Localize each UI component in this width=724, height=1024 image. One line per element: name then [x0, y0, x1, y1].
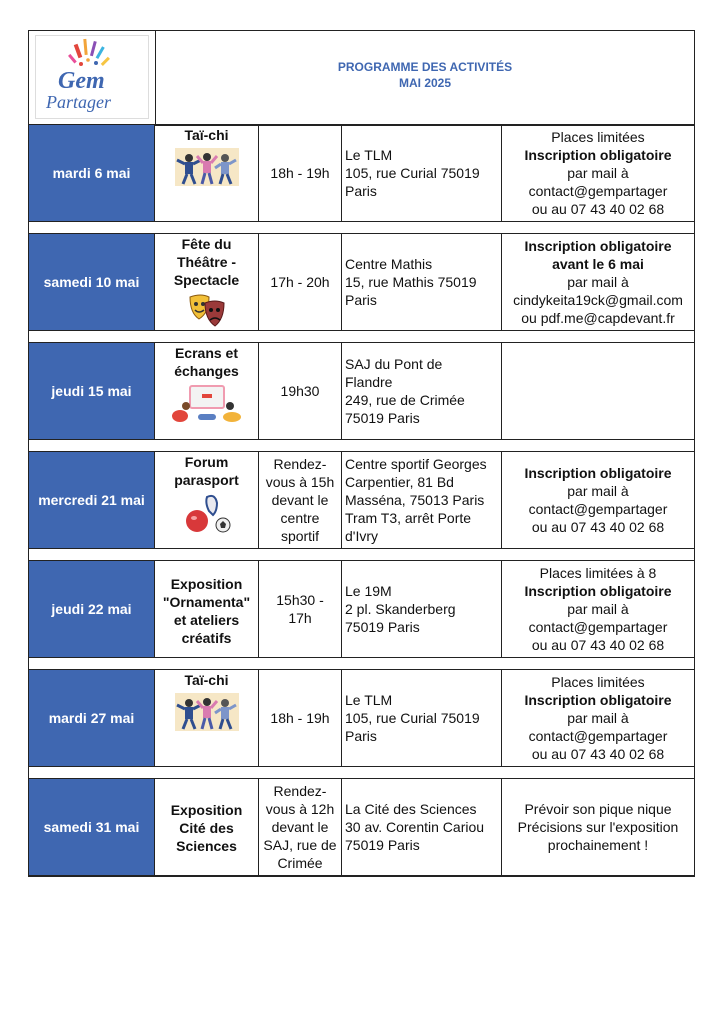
activity-title-line: Sciences: [176, 838, 237, 854]
place-line: 30 av. Corentin Cariou: [345, 819, 485, 835]
time-line: 17h: [288, 610, 312, 626]
place-line: Paris: [345, 183, 377, 199]
time-line: devant le: [271, 819, 329, 835]
time-cell: [259, 343, 342, 439]
logo-text-gem: Gem: [58, 68, 105, 94]
taichi-people-icon: [155, 148, 258, 186]
info-cell: [502, 670, 694, 766]
place-line: 105, rue Curial 75019: [345, 165, 480, 181]
time-line: 18h - 19h: [270, 710, 330, 726]
info-line: par mail à: [567, 483, 629, 499]
info-line: contact@gempartager: [528, 619, 668, 635]
time-line: vous à 15h: [265, 474, 335, 490]
activity-cell: [155, 125, 259, 221]
place-line: Le TLM: [345, 692, 393, 708]
activity-cell: [155, 234, 259, 330]
time-line: SAJ, rue de: [263, 837, 337, 853]
activity-title-line: créatifs: [181, 630, 232, 646]
activity-title-line: Forum: [184, 454, 229, 470]
info-line: ou au 07 43 40 02 68: [531, 201, 665, 217]
time-line: vous à 12h: [265, 801, 335, 817]
time-cell: [259, 452, 342, 548]
info-cell: [502, 125, 694, 221]
place-line: La Cité des Sciences: [345, 801, 477, 817]
place-line: 75019 Paris: [345, 410, 420, 426]
time-line: 17h - 20h: [270, 274, 330, 290]
table-row: [29, 560, 694, 658]
table-row: [29, 778, 694, 876]
time-cell: [259, 779, 342, 875]
info-cell: [502, 452, 694, 548]
activity-title-line: Fête du: [181, 236, 232, 252]
info-line: par mail à: [567, 165, 629, 181]
time-line: centre: [280, 510, 320, 526]
place-line: 75019 Paris: [345, 837, 420, 853]
time-cell: [259, 234, 342, 330]
time-line: Rendez-: [273, 456, 327, 472]
day-cell: mercredi 21 mai: [29, 452, 155, 548]
activity-title-line: Taï-chi: [184, 672, 229, 688]
info-line: par mail à: [567, 274, 629, 290]
activity-cell: [155, 343, 259, 439]
info-line: Places limitées: [551, 674, 645, 690]
day-cell: samedi 31 mai: [29, 779, 155, 875]
info-line: Inscription obligatoire: [524, 238, 672, 254]
info-line: contact@gempartager: [528, 501, 668, 517]
info-line: ou au 07 43 40 02 68: [531, 519, 665, 535]
time-line: 18h - 19h: [270, 165, 330, 181]
place-cell: [342, 343, 502, 439]
info-line: Inscription obligatoire: [524, 147, 672, 163]
place-cell: [342, 561, 502, 657]
place-line: 75019 Paris: [345, 619, 420, 635]
info-line: par mail à: [567, 710, 629, 726]
info-line: Précisions sur l'exposition: [517, 819, 679, 835]
time-cell: [259, 561, 342, 657]
theatre-masks-icon: [155, 293, 258, 331]
place-line: 2 pl. Skanderberg: [345, 601, 456, 617]
table-row: [29, 124, 694, 222]
place-line: Paris: [345, 292, 377, 308]
place-line: Tram T3, arrêt Porte: [345, 510, 472, 526]
table-header: [29, 31, 694, 126]
place-line: Centre Mathis: [345, 256, 433, 272]
table-row: [29, 342, 694, 440]
activity-title-line: Théâtre -: [176, 254, 237, 270]
activity-title-line: Taï-chi: [184, 127, 229, 143]
info-line: avant le 6 mai: [552, 256, 644, 272]
info-line: Inscription obligatoire: [524, 583, 672, 599]
place-line: Masséna, 75013 Paris: [345, 492, 485, 508]
info-cell: [502, 343, 694, 439]
info-line: contact@gempartager: [528, 728, 668, 744]
place-cell: [342, 670, 502, 766]
place-line: Le 19M: [345, 583, 392, 599]
info-line: ou au 07 43 40 02 68: [531, 637, 665, 653]
place-line: Flandre: [345, 374, 393, 390]
place-line: Le TLM: [345, 147, 393, 163]
info-line: prochainement !: [547, 837, 649, 853]
time-line: 19h30: [280, 383, 320, 399]
info-line: Inscription obligatoire: [524, 465, 672, 481]
sports-balls-icon: [155, 493, 258, 535]
table-row: [29, 669, 694, 767]
info-line: Places limitées: [551, 129, 645, 145]
activity-title-line: parasport: [174, 472, 239, 488]
time-line: Rendez-: [273, 783, 327, 799]
place-cell: [342, 125, 502, 221]
place-cell: [342, 234, 502, 330]
activity-cell: [155, 670, 259, 766]
place-line: 249, rue de Crimée: [345, 392, 465, 408]
place-line: d'Ivry: [345, 528, 379, 544]
day-cell: jeudi 15 mai: [29, 343, 155, 439]
day-cell: jeudi 22 mai: [29, 561, 155, 657]
activity-title-line: Ecrans et: [174, 345, 239, 361]
info-line: Places limitées à 8: [539, 565, 657, 581]
logo-cell: [29, 31, 156, 125]
info-line: ou pdf.me@capdevant.fr: [521, 310, 675, 326]
info-line: cindykeita19ck@gmail.com: [513, 292, 683, 308]
table-row: [29, 233, 694, 331]
gem-partager-logo: [35, 35, 149, 119]
activity-title-line: "Ornamenta": [162, 594, 251, 610]
info-cell: [502, 561, 694, 657]
logo-text-partager: Partager: [46, 92, 111, 112]
time-cell: [259, 670, 342, 766]
activity-title-line: Exposition: [170, 802, 243, 818]
activity-cell: [155, 779, 259, 875]
info-line: ou au 07 43 40 02 68: [531, 746, 665, 762]
activity-title-line: Spectacle: [173, 272, 240, 288]
title-line-2: MAI 2025: [398, 76, 452, 90]
activities-program-table: [28, 30, 695, 877]
page-title: [156, 59, 694, 91]
confetti-icon: [68, 39, 110, 66]
activity-cell: [155, 561, 259, 657]
place-line: 15, rue Mathis 75019: [345, 274, 477, 290]
title-line-1: PROGRAMME DES ACTIVITÉS: [337, 60, 513, 74]
activity-title-line: et ateliers: [173, 612, 240, 628]
place-cell: [342, 779, 502, 875]
screen-discussion-icon: [155, 384, 258, 424]
place-cell: [342, 452, 502, 548]
day-cell: mardi 6 mai: [29, 125, 155, 221]
place-line: Paris: [345, 728, 377, 744]
day-cell: samedi 10 mai: [29, 234, 155, 330]
info-line: contact@gempartager: [528, 183, 668, 199]
info-cell: [502, 234, 694, 330]
info-cell: [502, 779, 694, 875]
activity-title-line: échanges: [174, 363, 239, 379]
time-cell: [259, 125, 342, 221]
activity-title-line: Cité des: [179, 820, 234, 836]
taichi-people-icon: [155, 693, 258, 731]
time-line: 15h30 -: [276, 592, 324, 608]
place-line: Carpentier, 81 Bd: [345, 474, 454, 490]
day-cell: mardi 27 mai: [29, 670, 155, 766]
time-line: Crimée: [277, 855, 323, 871]
place-line: SAJ du Pont de: [345, 356, 443, 372]
time-line: devant le: [271, 492, 329, 508]
place-line: Centre sportif Georges: [345, 456, 487, 472]
time-line: sportif: [280, 528, 320, 544]
activity-cell: [155, 452, 259, 548]
info-line: par mail à: [567, 601, 629, 617]
info-line: Prévoir son pique nique: [524, 801, 672, 817]
place-line: 105, rue Curial 75019: [345, 710, 480, 726]
activity-title-line: Exposition: [170, 576, 243, 592]
info-line: Inscription obligatoire: [524, 692, 672, 708]
table-row: [29, 451, 694, 549]
